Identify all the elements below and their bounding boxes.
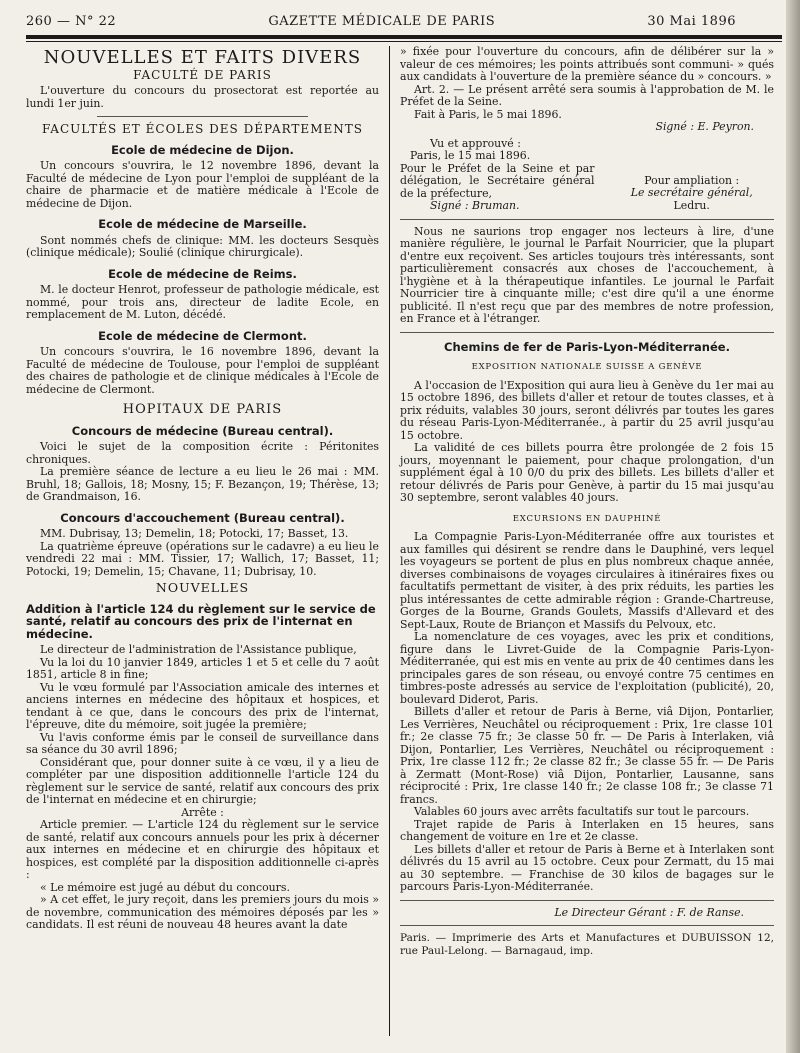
paragraph: Billets d'aller et retour de Paris à Berne, viâ Dijon, Pontarlier, Les Verrières, Neuchâtel ou réciproquement : Prix, 1re classe 101 fr.; 2e classe 75 fr.; 3e classe 50 fr. — De Paris à Interlaken, viâ Dijon, Pontarlier, Les Verrières, Neuchâtel ou réciproquement : Prix, 1re classe 112 fr.; 2e classe 82 fr.; 3e classe 55 fr. — De Paris à Zermatt (Mont-Rose) viâ Dijon, Pontarlier, Lausanne, sans réciprocité : Prix, 1re classe 140 fr.; 2e classe 108 fr.; 3e classe 71 francs.	[400, 705, 774, 806]
prefet-line: Pour le Préfet de la Seine et par délégation, le Secrétaire général de la préfecture,	[400, 161, 595, 200]
signature-peyron: Signé : E. Peyron.	[655, 120, 754, 133]
paragraph: La Compagnie Paris-Lyon-Méditerranée offre aux touristes et aux familles qui désirent se rendre dans le Dauphiné, vers lequel les voyageurs se portent de plus en plus nombreux chaque année, diverses combinaisons de voyages circulaires à itinéraires fixes ou facultatifs permettant de visiter, à des prix réduits, les parties les plus intéressantes de cette admirable région : Grande-Chartreuse, Gorges de la Bourne, Grands Goulets, Massifs d'Allevard et des Sept-Laux, Route de Briançon et Massifs du Pelvoux, etc.	[400, 530, 774, 631]
signature-block	[400, 163, 774, 213]
paragraph: MM. Dubrisay, 13; Demelin, 18; Potocki, 17; Basset, 13.	[40, 527, 349, 540]
quote-continued: » fixée pour l'ouverture du concours, afin de délibérer sur la » valeur de ces mémoires; les points attribués sont communi- » qués aux candidats à l'ouverture de la première séance du » concours. »	[400, 45, 774, 83]
paragraph: Article premier. — L'article 124 du règlement sur le service de santé, relatif aux concours annuels pour les prix à décerner aux internes en médecine et en chirurgie des hôpitaux et hospices, est complété par la disposition additionnelle ci-après :	[26, 818, 379, 881]
page-edge-shadow	[786, 0, 800, 1053]
paragraph: Un concours s'ouvrira, le 16 novembre 1896, devant la Faculté de médecine de Toulouse, pour l'emploi de suppléant des chaires de pathologie et de clinique médicales à l'Ecole de médecine de Clermont.	[26, 345, 379, 396]
paragraph: Nous ne saurions trop engager nos lecteurs à lire, d'une manière régulière, le journal le Parfait Nourricier, que la plupart d'entre eux reçoivent. Ses articles toujours très intéressants, sont particulièrement consacrés aux choses de l'accouchement, à l'hygiène et à la thérapeutique infantiles. Le journal le Parfait Nourricier tire à cinquante mille; c'est dire qu'il a une énorme publicité. Il n'est reçu que par des membres de notre profession, en France et à l'étranger.	[400, 224, 774, 325]
divider	[400, 332, 774, 333]
ledru-name: Ledru.	[673, 198, 710, 212]
paragraph: La validité de ces billets pourra être prolongée de 2 fois 15 jours, moyennant le paiement, pour chaque prolongation, d'un supplément égal à 10 0/0 du prix des billets. Les billets d'aller et retour délivrés de Paris pour Genève, à partir du 15 mai jusqu'au 30 septembre, seront valables 40 jours.	[400, 441, 774, 504]
paris-date: Paris, le 15 mai 1896.	[410, 149, 531, 162]
heading-hopitaux: HOPITAUX DE PARIS	[122, 402, 283, 417]
paragraph: Vu l'avis conforme émis par le conseil de surveillance dans sa séance du 30 avril 1896;	[26, 730, 379, 756]
paragraph: La nomenclature de ces voyages, avec les prix et conditions, figure dans le Livret-Guide de la Compagnie Paris-Lyon-Méditerranée, qui est mis en vente au prix de 40 centimes dans les principales gares de son réseau, ou envoyé contre 75 centimes en timbres-poste adressés au service de l'exploitation (publicité), 20, boulevard Diderot, Paris.	[400, 630, 774, 706]
divider	[400, 925, 774, 926]
heading-clermont: Ecole de médecine de Clermont.	[98, 328, 307, 343]
section-title: NOUVELLES ET FAITS DIVERS	[43, 47, 362, 68]
paragraph: M. le docteur Henrot, professeur de pathologie médicale, est nommé, pour trois ans, directeur de ladite Ecole, en remplacement de M. Luton, décédé.	[26, 283, 379, 321]
heading-addition: Addition à l'article 124 du règlement sur le service de santé, relatif au concours des prix de l'internat en médecine.	[26, 601, 376, 641]
paragraph: Voici le sujet de la composition écrite : Péritonites chroniques.	[26, 440, 379, 466]
page-number: 260 — N° 22	[26, 14, 117, 29]
imprimerie: Paris. — Imprimerie des Arts et Manufactures et DUBUISSON 12, rue Paul-Lelong. — Barnagaud, imp.	[400, 932, 774, 957]
paragraph: Trajet rapide de Paris à Interlaken en 15 heures, sans changement de voiture en 1re et 2e classe.	[400, 817, 774, 843]
paragraph: La première séance de lecture a eu lieu le 26 mai : MM. Bruhl, 18; Gallois, 18; Mosny, 15; F. Bezançon, 19; Thérèse, 13; de Grandmaison, 16.	[26, 465, 379, 503]
heading-exposition: EXPOSITION NATIONALE SUISSE A GENÈVE	[471, 362, 703, 372]
divider	[97, 116, 309, 117]
heading-dijon: Ecole de médecine de Dijon.	[111, 142, 294, 157]
arrete-label: Arrête :	[181, 805, 224, 819]
prefet-text	[400, 163, 594, 213]
paragraph: La quatrième épreuve (opérations sur le cadavre) a eu lieu le vendredi 22 mai : MM. Tissier, 17; Wallich, 17; Basset, 11; Potocki, 19; Demelin, 15; Chavane, 11; Dubrisay, 10.	[26, 539, 379, 578]
quote: » A cet effet, le jury reçoit, dans les premiers jours du mois » de novembre, communication des mémoires déposés par les » candidats. Il est réuni de nouveau 48 heures avant la date	[26, 893, 379, 931]
left-column	[26, 46, 390, 1036]
heading-fac-dept: FACULTÉS ET ÉCOLES DES DÉPARTEMENTS	[42, 122, 363, 136]
quote: « Le mémoire est jugé au début du concours.	[40, 880, 290, 894]
vu-approuve: Vu et approuvé :	[430, 136, 521, 150]
paragraph: L'ouverture du concours du prosectorat est reportée au lundi 1er juin.	[26, 84, 379, 110]
heading-fac-paris: FACULTÉ DE PARIS	[133, 67, 272, 82]
divider	[400, 219, 774, 220]
ampliation-text	[609, 163, 774, 213]
columns	[26, 46, 782, 1036]
header-rule	[26, 35, 782, 39]
paragraph: A l'occasion de l'Exposition qui aura lieu à Genève du 1er mai au 15 octobre 1896, des billets d'aller et retour de toutes classes, et à prix réduits, valables 30 jours, seront délivrés par toutes les gares du réseau Paris-Lyon-Méditerranée., à partir du 25 avril jusqu'au 15 octobre.	[400, 378, 774, 442]
signature-bruman: Signé : Bruman.	[430, 199, 520, 212]
paragraph: Vu la loi du 10 janvier 1849, articles 1 et 5 et celle du 7 août 1851, article 8 in fine;	[26, 655, 379, 681]
paragraph: Considérant que, pour donner suite à ce vœu, il y a lieu de compléter par une disposition additionnelle l'article 124 du règlement sur le service de santé, relatif aux concours des prix de l'internat en médecine et en chirurgie;	[26, 755, 379, 806]
paragraph: Un concours s'ouvrira, le 12 novembre 1896, devant la Faculté de médecine de Lyon pour l'emploi de suppléant de la chaire de pharmacie et de matière médicale à l'Ecole de médecine de Dijon.	[26, 159, 379, 210]
paragraph: Vu le vœu formulé par l'Association amicale des internes et anciens internes en médecine des hôpitaux et hospices, et tendant à ce que, dans le concours des prix de l'internat, l'épreuve, dite du mémoire, soit jugée la première;	[26, 680, 379, 731]
right-column	[390, 46, 774, 1036]
directeur-gerant: Le Directeur Gérant : F. de Ranse.	[554, 905, 744, 919]
paragraph: Sont nommés chefs de clinique: MM. les docteurs Sesquès (clinique médicale); Soulié (clinique chirurgicale).	[26, 233, 379, 259]
paragraph: Le directeur de l'administration de l'Assistance publique,	[40, 643, 357, 656]
secretaire-general: Le secrétaire général,	[630, 186, 753, 199]
heading-chemins-de-fer: Chemins de fer de Paris-Lyon-Méditerranée.	[444, 339, 730, 354]
header-rule-thin	[26, 41, 782, 42]
heading-reims: Ecole de médecine de Reims.	[108, 266, 297, 281]
paragraph: Fait à Paris, le 5 mai 1896.	[414, 107, 562, 121]
divider	[400, 900, 774, 901]
heading-nouvelles: NOUVELLES	[155, 580, 250, 595]
paragraph: Les billets d'aller et retour de Paris à Berne et à Interlaken sont délivrés du 15 avril au 15 octobre. Ceux pour Zermatt, du 15 mai au 30 septembre. — Franchise de 30 kilos de bagages sur le parcours Paris-Lyon-Méditerranée.	[400, 842, 774, 893]
heading-marseille: Ecole de médecine de Marseille.	[98, 217, 307, 231]
paragraph: Art. 2. — Le présent arrêté sera soumis à l'approbation de M. le Préfet de la Seine.	[400, 82, 774, 108]
ampliation-label: Pour ampliation :	[644, 173, 740, 187]
page-header	[26, 14, 782, 29]
paragraph: Valables 60 jours avec arrêts facultatifs sur tout le parcours.	[414, 805, 750, 818]
issue-date: 30 Mai 1896	[647, 14, 736, 29]
journal-title: GAZETTE MÉDICALE DE PARIS	[268, 14, 496, 29]
heading-concours-accouchement: Concours d'accouchement (Bureau central).	[60, 510, 345, 525]
heading-excursions: EXCURSIONS EN DAUPHINÉ	[512, 513, 662, 524]
heading-concours-medecine: Concours de médecine (Bureau central).	[71, 423, 334, 438]
